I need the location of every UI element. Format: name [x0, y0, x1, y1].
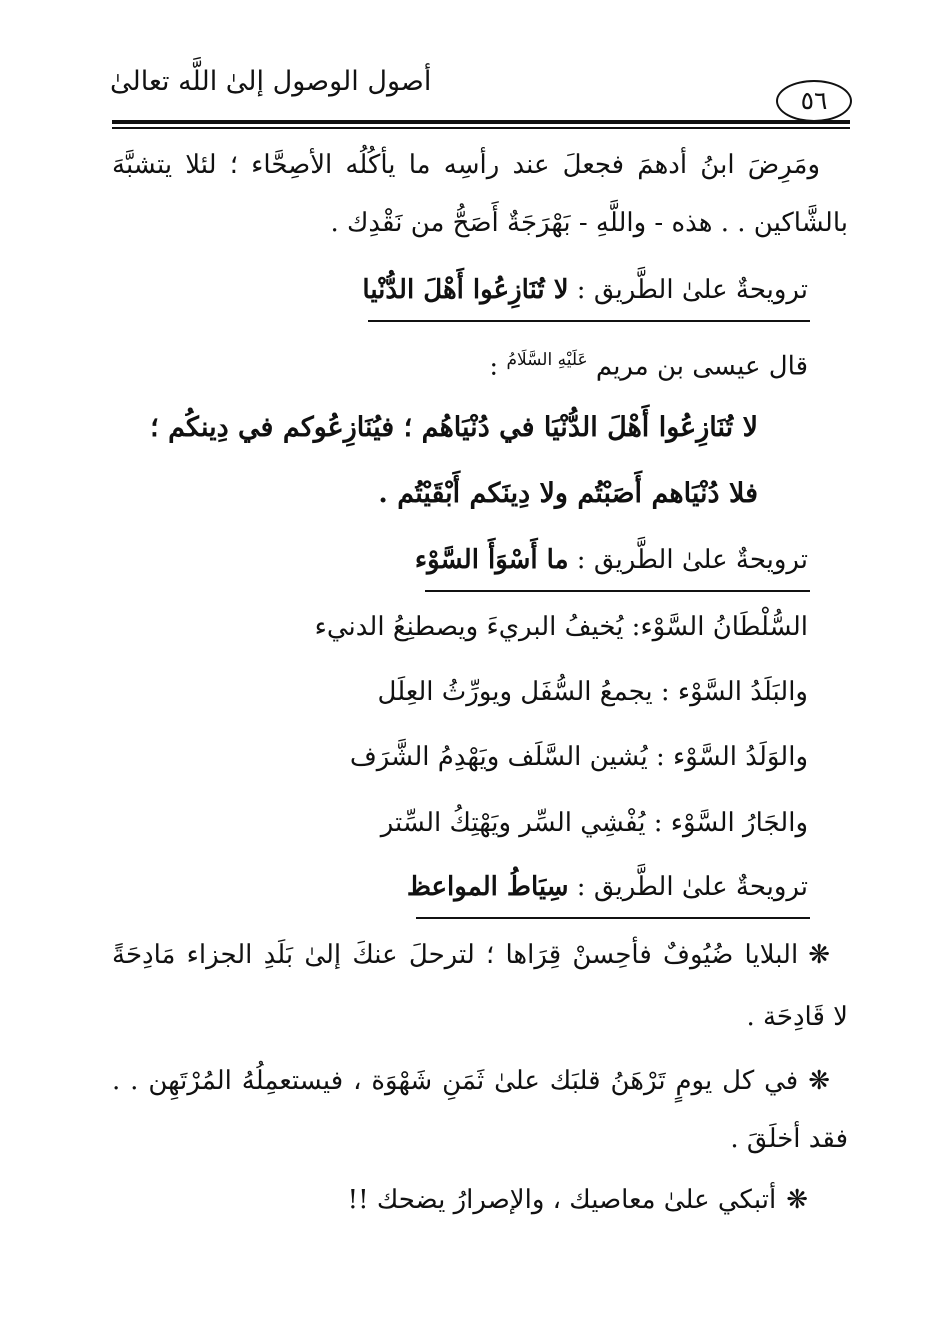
bullet-icon: ❋	[808, 940, 830, 970]
verse-line-2: فلا دُنْيَاهم أَصَبْتُم ولا دِينَكم أَبْقَيْتُم .	[378, 478, 758, 509]
bullet-icon: ❋	[786, 1185, 808, 1215]
heading-title: لا تُنَازِعُوا أَهْلَ الدُّنْيا	[362, 275, 569, 305]
admonition-text: أتبكي علىٰ معاصيك ، والإصرارُ يضحك !!	[347, 1185, 777, 1215]
attribution-colon: :	[489, 351, 507, 382]
heading-title: ما أَسْوَأَ السَّوْء	[414, 545, 569, 575]
proverb-line: والجَارُ السَّوْء : يُفْشِي السِّر ويَهْتِكُ السِّتر	[380, 808, 808, 838]
admonition-3	[348, 1185, 808, 1216]
heading-underline-2	[425, 590, 810, 592]
attribution-text: قال عيسى بن مريم	[595, 351, 808, 382]
admonition-2-line-1	[112, 1066, 830, 1097]
proverb-line: السُّلْطَانُ السَّوْء: يُخيفُ البريءَ ويصطنِعُ الدنيء	[314, 612, 808, 642]
intro-line-1: ومَرِضَ ابنُ أدهمَ فجعلَ عند رأسِه ما يأكُلُه الأصِحَّاء ؛ لئلا يتشبَّهَ	[112, 150, 820, 180]
admonition-2-line-2: فقد أخلَقَ .	[730, 1124, 848, 1154]
section-heading-1	[362, 275, 808, 306]
intro-line-2: بالشَّاكين . . هذه - واللَّهِ - بَهْرَجَةٌ أَصَحُّ من نَقْدِك .	[330, 208, 848, 238]
verse-line-1: لا تُنَازِعُوا أَهْلَ الدُّنْيَا في دُنْيَاهُم ؛ فيُنَازِعُوكم في دِينكُم ؛	[150, 412, 758, 443]
section-heading-2	[415, 545, 808, 576]
proverb-line: والبَلَدُ السَّوْء : يجمعُ السُّفَل ويورِّثُ العِلَل	[377, 677, 808, 707]
heading-underline-1	[368, 320, 810, 322]
page-number-badge: ٥٦	[776, 80, 852, 122]
admonition-1-line-1	[112, 940, 830, 971]
admonition-1-line-2: لا قَادِحَة .	[746, 1002, 848, 1032]
running-header-title: أصول الوصول إلىٰ اللَّه تعالىٰ	[110, 66, 432, 97]
proverb-line: والوَلَدُ السَّوْء : يُشين السَّلَف ويَهْدِمُ الشَّرَف	[349, 742, 808, 772]
salutation-glyph: عَلَيْهِ السَّلَامُ	[506, 350, 588, 370]
header-rule-thin	[112, 127, 850, 129]
section-heading-3	[407, 872, 808, 903]
heading-title: سِيَاطُ المواعظ	[406, 872, 569, 902]
heading-prefix: ترويحةٌ علىٰ الطَّريق :	[568, 872, 808, 902]
heading-prefix: ترويحةٌ علىٰ الطَّريق :	[568, 275, 808, 305]
admonition-text: البلايا ضُيُوفٌ فأحِسنْ قِرَاها ؛ لترحلَ عنكَ إلىٰ بَلَدِ الجزاء مَادِحَةً	[112, 940, 799, 970]
admonition-text: في كل يومٍ تَرْهَنُ قلبَك علىٰ ثَمَنِ شَهْوَة ، فيستعمِلُهُ المُرْتَهِن . .	[112, 1066, 799, 1096]
header-rule-thick	[112, 120, 850, 124]
heading-prefix: ترويحةٌ علىٰ الطَّريق :	[568, 545, 808, 575]
heading-underline-3	[416, 917, 810, 919]
quote-attribution	[489, 350, 808, 383]
bullet-icon: ❋	[808, 1066, 830, 1096]
